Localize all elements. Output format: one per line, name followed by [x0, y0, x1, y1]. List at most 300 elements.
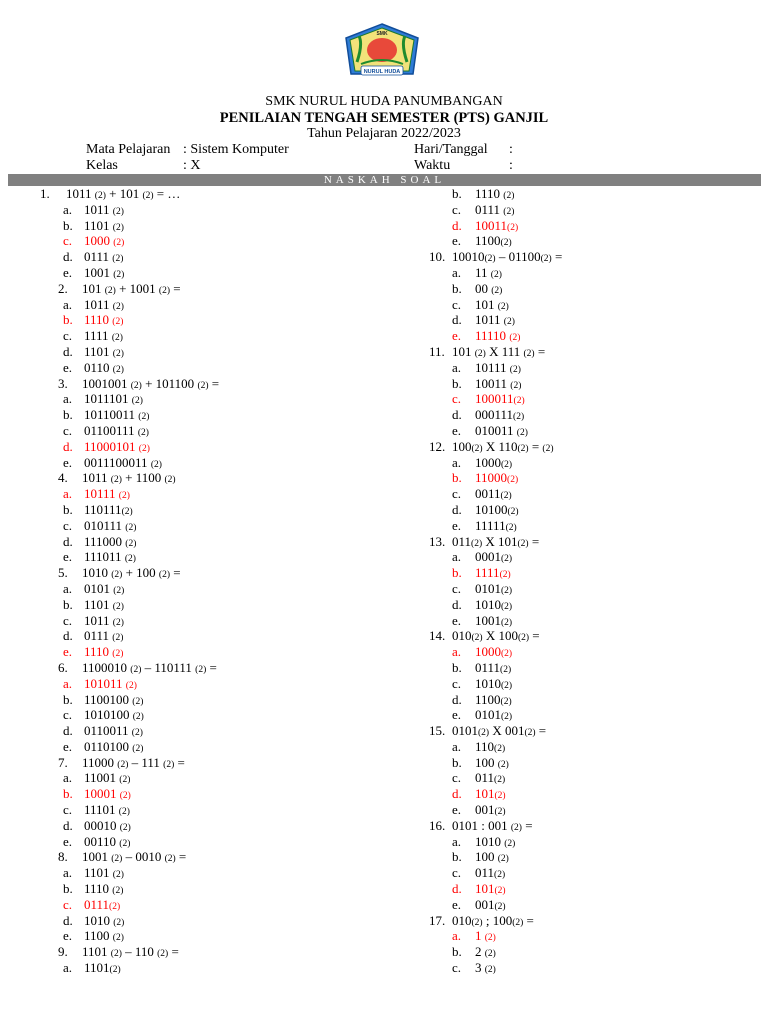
question-number: 3.: [58, 375, 68, 391]
option-text: 11001 (2): [84, 770, 131, 786]
option-row: [400, 360, 760, 376]
option-letter: d.: [452, 691, 462, 707]
option-row: [400, 423, 760, 439]
option-text: 1001 (2): [84, 264, 125, 280]
option-text: 00 (2): [475, 280, 503, 296]
option-row: [0, 597, 360, 613]
option-row: [400, 297, 760, 313]
option-row: [400, 707, 760, 723]
option-letter: d.: [63, 912, 73, 928]
question-row: [0, 376, 360, 392]
option-text: 1001(2): [475, 612, 513, 628]
answer-option-row: [400, 928, 760, 944]
option-text: 0110100 (2): [84, 738, 144, 754]
question-text: 10010(2) – 01100(2) =: [452, 249, 563, 265]
option-text: 2 (2): [475, 944, 496, 960]
option-letter: a.: [452, 928, 462, 944]
option-row: [400, 597, 760, 613]
option-row: [0, 739, 360, 755]
option-letter: c.: [452, 296, 462, 312]
option-row: [0, 928, 360, 944]
option-text: 1100(2): [475, 691, 512, 707]
option-letter: e.: [452, 233, 462, 249]
question-text: 1100010 (2) – 110111 (2) =: [82, 659, 217, 675]
option-text: 0101(2): [475, 707, 513, 723]
option-row: [400, 186, 760, 202]
option-row: [400, 376, 760, 392]
option-text: 1110 (2): [84, 644, 124, 660]
option-letter: e.: [452, 328, 462, 344]
option-letter: a.: [452, 833, 462, 849]
option-letter: b.: [452, 470, 462, 486]
option-row: [400, 455, 760, 471]
option-row: [0, 865, 360, 881]
option-letter: e.: [452, 612, 462, 628]
option-text: 1111(2): [475, 565, 511, 581]
option-letter: e.: [63, 549, 73, 565]
option-text: 100 (2): [475, 754, 509, 770]
question-row: [0, 849, 360, 865]
option-text: 10111 (2): [475, 359, 521, 375]
option-letter: b.: [63, 786, 73, 802]
option-text: 101(2): [475, 881, 506, 897]
option-text: 1011 (2): [84, 612, 124, 628]
option-text: 1010 (2): [475, 833, 516, 849]
option-letter: a.: [63, 201, 73, 217]
option-text: 111011 (2): [84, 549, 136, 565]
option-row: [400, 755, 760, 771]
option-row: [400, 581, 760, 597]
option-row: [400, 849, 760, 865]
school-name: SMK NURUL HUDA PANUMBANGAN: [265, 94, 503, 109]
answer-option-row: [0, 312, 360, 328]
option-letter: a.: [452, 454, 462, 470]
question-text: 011(2) X 101(2) =: [452, 533, 540, 549]
option-text: 0111(2): [475, 659, 512, 675]
option-text: 10011 (2): [475, 375, 522, 391]
option-text: 010011 (2): [475, 422, 528, 438]
option-text: 100 (2): [475, 849, 509, 865]
question-row: [0, 755, 360, 771]
question-row: [400, 439, 760, 455]
option-letter: d.: [452, 312, 462, 328]
option-row: [0, 265, 360, 281]
question-text: 11000 (2) – 111 (2) =: [82, 754, 185, 770]
option-row: [400, 865, 760, 881]
option-text: 11 (2): [475, 264, 502, 280]
option-row: [0, 534, 360, 550]
question-row: [400, 249, 760, 265]
section-banner: NASKAH SOAL: [8, 174, 761, 186]
academic-year: Tahun Pelajaran 2022/2023: [307, 126, 461, 141]
question-row: [400, 628, 760, 644]
option-letter: c.: [63, 233, 73, 249]
option-text: 0111 (2): [84, 249, 124, 265]
option-row: [0, 549, 360, 565]
answer-option-row: [400, 391, 760, 407]
answer-option-row: [0, 786, 360, 802]
option-text: 100011(2): [475, 391, 525, 407]
option-text: 101(2): [475, 786, 506, 802]
question-number: 12.: [429, 438, 446, 454]
question-number: 5.: [58, 565, 68, 581]
option-letter: a.: [452, 264, 462, 280]
question-text: 010(2) X 100(2) =: [452, 628, 540, 644]
option-text: 101 (2): [475, 296, 509, 312]
option-text: 101011 (2): [84, 675, 137, 691]
option-letter: b.: [63, 217, 73, 233]
question-row: [0, 565, 360, 581]
option-text: 1111 (2): [84, 328, 123, 344]
option-row: [0, 613, 360, 629]
option-letter: a.: [63, 960, 73, 976]
answer-option-row: [400, 470, 760, 486]
option-text: 00110 (2): [84, 833, 131, 849]
option-letter: c.: [63, 896, 73, 912]
option-letter: b.: [452, 186, 462, 201]
option-letter: c.: [63, 612, 73, 628]
option-letter: d.: [452, 407, 462, 423]
option-row: [0, 960, 360, 976]
option-text: 11101 (2): [84, 802, 130, 818]
question-text: 101 (2) X 111 (2) =: [452, 343, 546, 359]
option-letter: c.: [452, 675, 462, 691]
option-letter: a.: [63, 391, 73, 407]
class-label: Kelas: [86, 158, 118, 173]
option-text: 11111(2): [475, 517, 517, 533]
option-text: 10001 (2): [84, 786, 131, 802]
question-row: [0, 944, 360, 960]
option-letter: c.: [63, 707, 73, 723]
time-label: Waktu: [414, 158, 451, 173]
question-number: 1.: [40, 186, 50, 201]
question-number: 7.: [58, 754, 68, 770]
answer-option-row: [0, 676, 360, 692]
option-letter: e.: [452, 802, 462, 818]
option-letter: a.: [63, 865, 73, 881]
question-row: [0, 186, 360, 202]
option-text: 1010 (2): [84, 912, 125, 928]
option-row: [400, 202, 760, 218]
option-row: [400, 312, 760, 328]
answer-option-row: [400, 565, 760, 581]
option-letter: d.: [452, 596, 462, 612]
option-row: [400, 676, 760, 692]
option-text: 0011100011 (2): [84, 454, 162, 470]
question-number: 4.: [58, 470, 68, 486]
option-letter: b.: [452, 944, 462, 960]
option-row: [0, 518, 360, 534]
option-text: 1000 (2): [84, 233, 125, 249]
option-letter: d.: [63, 533, 73, 549]
option-text: 0001(2): [475, 549, 513, 565]
answer-option-row: [400, 328, 760, 344]
option-row: [0, 360, 360, 376]
answer-option-row: [400, 644, 760, 660]
question-number: 13.: [429, 533, 446, 549]
option-row: [400, 502, 760, 518]
question-text: 1010 (2) + 100 (2) =: [82, 565, 181, 581]
option-letter: a.: [63, 675, 73, 691]
answer-option-row: [0, 644, 360, 660]
option-row: [0, 881, 360, 897]
option-letter: c.: [452, 580, 462, 596]
option-text: 10110011 (2): [84, 407, 150, 423]
option-row: [0, 344, 360, 360]
option-letter: b.: [452, 659, 462, 675]
question-row: [0, 470, 360, 486]
option-row: [400, 549, 760, 565]
question-number: 9.: [58, 944, 68, 960]
option-letter: a.: [63, 296, 73, 312]
option-text: 0111(2): [84, 896, 121, 912]
option-text: 1100 (2): [84, 928, 124, 944]
question-number: 16.: [429, 817, 446, 833]
option-row: [400, 944, 760, 960]
option-letter: e.: [63, 833, 73, 849]
answer-option-row: [0, 439, 360, 455]
option-letter: b.: [452, 849, 462, 865]
option-row: [0, 913, 360, 929]
option-letter: d.: [63, 438, 73, 454]
option-text: 1011 (2): [475, 312, 515, 328]
option-text: 010111 (2): [84, 517, 137, 533]
option-text: 0111 (2): [475, 201, 515, 217]
option-row: [0, 423, 360, 439]
option-row: [0, 834, 360, 850]
option-row: [0, 391, 360, 407]
option-text: 1100(2): [475, 233, 512, 249]
option-text: 1010(2): [475, 675, 513, 691]
option-text: 1011101 (2): [84, 391, 143, 407]
option-text: 10111 (2): [84, 486, 130, 502]
option-text: 110111(2): [84, 501, 133, 517]
option-row: [0, 218, 360, 234]
option-text: 0110011 (2): [84, 723, 143, 739]
option-text: 1011 (2): [84, 201, 124, 217]
option-text: 11000(2): [475, 470, 519, 486]
question-row: [400, 818, 760, 834]
question-number: 2.: [58, 280, 68, 296]
option-text: 01100111 (2): [84, 422, 149, 438]
option-letter: d.: [452, 501, 462, 517]
option-text: 0101 (2): [84, 580, 125, 596]
option-row: [400, 281, 760, 297]
question-number: 10.: [429, 249, 446, 265]
option-row: [400, 960, 760, 976]
option-row: [400, 692, 760, 708]
question-text: 100(2) X 110(2) = (2): [452, 438, 554, 454]
option-letter: e.: [63, 359, 73, 375]
option-text: 001(2): [475, 802, 506, 818]
question-number: 6.: [58, 659, 68, 675]
question-number: 11.: [429, 343, 445, 359]
option-letter: c.: [452, 391, 462, 407]
question-row: [400, 534, 760, 550]
option-text: 00010 (2): [84, 817, 131, 833]
left-question-column: [0, 186, 360, 976]
option-letter: b.: [452, 280, 462, 296]
option-letter: a.: [63, 770, 73, 786]
option-text: 11000101 (2): [84, 438, 150, 454]
option-letter: c.: [452, 960, 462, 976]
option-row: [400, 265, 760, 281]
option-text: 001(2): [475, 896, 506, 912]
time-value: :: [509, 158, 513, 173]
question-row: [0, 660, 360, 676]
option-text: 011(2): [475, 770, 506, 786]
option-text: 1000(2): [475, 454, 513, 470]
option-text: 0110 (2): [84, 359, 124, 375]
question-text: 1101 (2) – 110 (2) =: [82, 944, 179, 960]
question-number: 8.: [58, 849, 68, 865]
option-text: 0111 (2): [84, 628, 124, 644]
option-text: 3 (2): [475, 960, 496, 976]
option-letter: e.: [452, 517, 462, 533]
right-question-column: [400, 186, 760, 976]
option-text: 110(2): [475, 738, 506, 754]
option-text: 1 (2): [475, 928, 496, 944]
question-number: 15.: [429, 723, 446, 739]
question-text: 0101(2) X 001(2) =: [452, 723, 547, 739]
option-letter: d.: [452, 786, 462, 802]
option-letter: e.: [63, 454, 73, 470]
option-text: 111000 (2): [84, 533, 137, 549]
answer-option-row: [400, 786, 760, 802]
school-logo: [343, 22, 421, 84]
question-row: [400, 723, 760, 739]
option-text: 1101 (2): [84, 343, 124, 359]
option-letter: a.: [452, 644, 462, 660]
option-row: [0, 581, 360, 597]
option-letter: e.: [63, 928, 73, 944]
question-text: 1001001 (2) + 101100 (2) =: [82, 375, 220, 391]
option-letter: d.: [452, 881, 462, 897]
exam-title: PENILAIAN TENGAH SEMESTER (PTS) GANJIL: [219, 110, 549, 126]
subject-label: Mata Pelajaran: [86, 142, 171, 157]
question-row: [400, 344, 760, 360]
option-row: [0, 628, 360, 644]
option-letter: b.: [452, 375, 462, 391]
option-text: 10100(2): [475, 501, 519, 517]
option-row: [400, 739, 760, 755]
option-letter: c.: [63, 517, 73, 533]
option-text: 1100100 (2): [84, 691, 144, 707]
option-row: [400, 613, 760, 629]
option-letter: b.: [63, 407, 73, 423]
option-letter: c.: [63, 328, 73, 344]
option-row: [400, 486, 760, 502]
option-letter: e.: [452, 422, 462, 438]
answer-option-row: [400, 218, 760, 234]
option-letter: c.: [452, 770, 462, 786]
option-letter: a.: [452, 549, 462, 565]
option-text: 000111(2): [475, 407, 525, 423]
option-row: [400, 802, 760, 818]
option-text: 0101(2): [475, 580, 513, 596]
option-letter: d.: [63, 628, 73, 644]
option-text: 11110 (2): [475, 328, 521, 344]
option-text: 1101 (2): [84, 217, 124, 233]
option-text: 1110 (2): [84, 881, 124, 897]
class-value: : X: [183, 158, 201, 173]
date-label: Hari/Tanggal: [414, 142, 488, 157]
option-letter: b.: [452, 754, 462, 770]
option-letter: a.: [63, 486, 73, 502]
option-letter: c.: [452, 865, 462, 881]
question-text: 0101 : 001 (2) =: [452, 817, 533, 833]
option-row: [400, 660, 760, 676]
subject-value: : Sistem Komputer: [183, 142, 289, 157]
option-text: 1101 (2): [84, 865, 124, 881]
option-text: 1110 (2): [475, 186, 515, 201]
option-letter: b.: [63, 312, 73, 328]
option-row: [0, 818, 360, 834]
answer-option-row: [0, 897, 360, 913]
option-letter: e.: [63, 738, 73, 754]
option-text: 1010(2): [475, 596, 513, 612]
answer-option-row: [0, 486, 360, 502]
option-row: [400, 233, 760, 249]
option-letter: a.: [452, 738, 462, 754]
option-row: [0, 707, 360, 723]
option-letter: d.: [63, 817, 73, 833]
option-row: [400, 770, 760, 786]
option-row: [0, 202, 360, 218]
option-text: 1000(2): [475, 644, 513, 660]
option-letter: a.: [452, 359, 462, 375]
option-text: 1110 (2): [84, 312, 124, 328]
question-number: 14.: [429, 628, 446, 644]
option-letter: b.: [452, 565, 462, 581]
question-number: 17.: [429, 912, 446, 928]
question-text: 010(2) ; 100(2) =: [452, 912, 534, 928]
option-row: [400, 834, 760, 850]
option-letter: c.: [63, 802, 73, 818]
option-letter: d.: [63, 343, 73, 359]
option-letter: e.: [452, 707, 462, 723]
question-text: 1001 (2) – 0010 (2) =: [82, 849, 187, 865]
option-letter: c.: [63, 422, 73, 438]
option-row: [400, 407, 760, 423]
option-letter: b.: [63, 881, 73, 897]
svg-text:SMK: SMK: [376, 31, 388, 37]
option-row: [0, 328, 360, 344]
option-row: [0, 692, 360, 708]
option-text: 1101 (2): [84, 596, 124, 612]
question-row: [400, 913, 760, 929]
option-row: [0, 407, 360, 423]
option-letter: e.: [63, 644, 73, 660]
option-row: [0, 723, 360, 739]
date-value: :: [509, 142, 513, 157]
option-row: [0, 502, 360, 518]
option-row: [0, 249, 360, 265]
question-text: 101 (2) + 1001 (2) =: [82, 280, 181, 296]
option-letter: d.: [63, 723, 73, 739]
option-letter: d.: [63, 249, 73, 265]
option-row: [0, 802, 360, 818]
option-text: 1101(2): [84, 960, 121, 976]
question-text: 1011 (2) + 1100 (2): [82, 470, 176, 486]
svg-text:NURUL HUDA: NURUL HUDA: [363, 69, 401, 75]
question-text: 1011 (2) + 101 (2) = …: [66, 186, 181, 201]
option-text: 1010100 (2): [84, 707, 144, 723]
option-row: [0, 455, 360, 471]
option-letter: b.: [63, 501, 73, 517]
option-letter: d.: [452, 217, 462, 233]
option-row: [400, 897, 760, 913]
